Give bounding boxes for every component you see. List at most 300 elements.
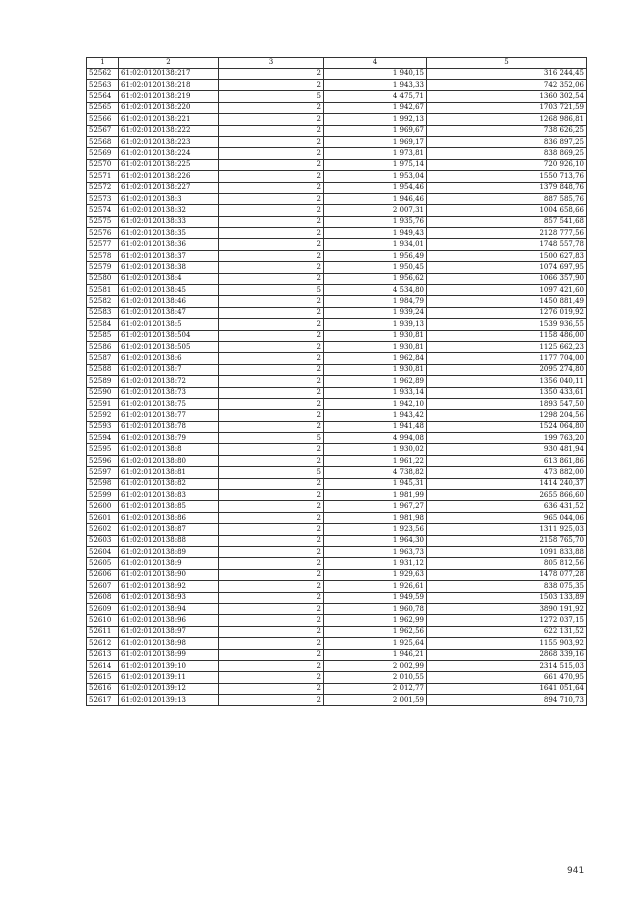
row-number-cell: 52575 [87,216,119,227]
count-cell: 2 [219,68,324,79]
cadastral-number-cell: 61:02:0120138:505 [119,341,219,352]
value-cell: 1066 357,90 [427,273,587,284]
table-row [87,262,587,273]
count-cell: 2 [219,353,324,364]
table-row [87,376,587,387]
cadastral-number-cell: 61:02:0120138:4 [119,273,219,284]
area-cell: 1 943,33 [324,79,427,90]
value-cell: 1158 486,00 [427,330,587,341]
cadastral-number-cell: 61:02:0120138:73 [119,387,219,398]
area-cell: 1 925,64 [324,638,427,649]
row-number-cell: 52581 [87,285,119,296]
table-row [87,307,587,318]
row-number-cell: 52602 [87,524,119,535]
row-number-cell: 52603 [87,535,119,546]
cadastral-number-cell: 61:02:0120138:93 [119,592,219,603]
area-cell: 1 962,56 [324,626,427,637]
table-row [87,125,587,136]
value-cell: 838 869,25 [427,148,587,159]
header-row [87,58,587,69]
area-cell: 2 002,99 [324,660,427,671]
cadastral-number-cell: 61:02:0120138:219 [119,91,219,102]
cadastral-number-cell: 61:02:0120138:81 [119,467,219,478]
area-cell: 1 930,81 [324,364,427,375]
table-row [87,649,587,660]
value-cell: 2095 274,80 [427,364,587,375]
cadastral-number-cell: 61:02:0120138:7 [119,364,219,375]
area-cell: 1 962,89 [324,376,427,387]
table-row [87,79,587,90]
cadastral-number-cell: 61:02:0120138:47 [119,307,219,318]
count-cell: 2 [219,102,324,113]
area-cell: 1 935,76 [324,216,427,227]
row-number-cell: 52596 [87,455,119,466]
value-cell: 1272 037,15 [427,615,587,626]
count-cell: 2 [219,398,324,409]
value-cell: 1550 713,76 [427,171,587,182]
table-row [87,296,587,307]
count-cell: 2 [219,182,324,193]
area-cell: 1 943,42 [324,410,427,421]
count-cell: 2 [219,592,324,603]
value-cell: 1500 627,83 [427,250,587,261]
row-number-cell: 52593 [87,421,119,432]
value-cell: 742 352,06 [427,79,587,90]
table-row [87,512,587,523]
row-number-cell: 52599 [87,490,119,501]
row-number-cell: 52588 [87,364,119,375]
value-cell: 1004 658,66 [427,205,587,216]
data-table [86,57,587,706]
table-row [87,478,587,489]
table-row [87,250,587,261]
row-number-cell: 52612 [87,638,119,649]
cadastral-number-cell: 61:02:0120138:9 [119,558,219,569]
row-number-cell: 52585 [87,330,119,341]
table-row [87,182,587,193]
count-cell: 5 [219,91,324,102]
cadastral-number-cell: 61:02:0120138:223 [119,136,219,147]
value-cell: 930 481,94 [427,444,587,455]
column-header-4: 4 [324,58,427,69]
table-row [87,455,587,466]
row-number-cell: 52572 [87,182,119,193]
column-header-1: 1 [87,58,119,69]
value-cell: 2128 777,56 [427,228,587,239]
table-row [87,490,587,501]
count-cell: 2 [219,455,324,466]
cadastral-number-cell: 61:02:0120138:8 [119,444,219,455]
count-cell: 2 [219,330,324,341]
value-cell: 1091 833,88 [427,547,587,558]
area-cell: 1 930,81 [324,330,427,341]
area-cell: 1 967,27 [324,501,427,512]
row-number-cell: 52613 [87,649,119,660]
table-row [87,68,587,79]
area-cell: 1 950,45 [324,262,427,273]
area-cell: 1 923,56 [324,524,427,535]
table-row [87,330,587,341]
column-header-5: 5 [427,58,587,69]
row-number-cell: 52562 [87,68,119,79]
row-number-cell: 52573 [87,193,119,204]
area-cell: 1 946,46 [324,193,427,204]
table-row [87,410,587,421]
area-cell: 1 931,12 [324,558,427,569]
count-cell: 2 [219,376,324,387]
cadastral-number-cell: 61:02:0120138:96 [119,615,219,626]
area-cell: 1 981,99 [324,490,427,501]
table-row [87,91,587,102]
count-cell: 2 [219,319,324,330]
row-number-cell: 52574 [87,205,119,216]
value-cell: 1356 040,11 [427,376,587,387]
row-number-cell: 52594 [87,433,119,444]
row-number-cell: 52577 [87,239,119,250]
table-row [87,683,587,694]
value-cell: 622 131,52 [427,626,587,637]
value-cell: 1177 704,00 [427,353,587,364]
row-number-cell: 52616 [87,683,119,694]
area-cell: 1 960,78 [324,603,427,614]
area-cell: 1 926,61 [324,581,427,592]
table-row [87,228,587,239]
page-number: 941 [567,866,585,876]
area-cell: 1 969,17 [324,136,427,147]
cadastral-number-cell: 61:02:0120138:86 [119,512,219,523]
cadastral-number-cell: 61:02:0120138:72 [119,376,219,387]
row-number-cell: 52609 [87,603,119,614]
table-row [87,136,587,147]
cadastral-number-cell: 61:02:0120138:218 [119,79,219,90]
row-number-cell: 52578 [87,250,119,261]
cadastral-number-cell: 61:02:0120138:83 [119,490,219,501]
row-number-cell: 52583 [87,307,119,318]
cadastral-number-cell: 61:02:0120138:224 [119,148,219,159]
area-cell: 1 939,13 [324,319,427,330]
table-row [87,353,587,364]
area-cell: 4 994,08 [324,433,427,444]
area-cell: 1 946,21 [324,649,427,660]
cadastral-number-cell: 61:02:0120138:6 [119,353,219,364]
cadastral-number-cell: 61:02:0120138:98 [119,638,219,649]
table-row [87,467,587,478]
value-cell: 805 812,56 [427,558,587,569]
table-row [87,364,587,375]
cadastral-number-cell: 61:02:0120138:46 [119,296,219,307]
area-cell: 1 963,73 [324,547,427,558]
value-cell: 1414 240,37 [427,478,587,489]
row-number-cell: 52614 [87,660,119,671]
area-cell: 1 942,67 [324,102,427,113]
value-cell: 1268 986,81 [427,114,587,125]
area-cell: 2 001,59 [324,695,427,706]
count-cell: 5 [219,433,324,444]
row-number-cell: 52600 [87,501,119,512]
row-number-cell: 52598 [87,478,119,489]
table-row [87,444,587,455]
cadastral-number-cell: 61:02:0120138:222 [119,125,219,136]
row-number-cell: 52606 [87,569,119,580]
value-cell: 613 861,86 [427,455,587,466]
area-cell: 1 969,67 [324,125,427,136]
area-cell: 1 956,49 [324,250,427,261]
count-cell: 2 [219,581,324,592]
cadastral-number-cell: 61:02:0120138:79 [119,433,219,444]
table-row [87,159,587,170]
value-cell: 894 710,73 [427,695,587,706]
cadastral-number-cell: 61:02:0120139:10 [119,660,219,671]
cadastral-number-cell: 61:02:0120138:220 [119,102,219,113]
value-cell: 1155 903,92 [427,638,587,649]
area-cell: 1 930,02 [324,444,427,455]
count-cell: 2 [219,262,324,273]
area-cell: 1 962,99 [324,615,427,626]
count-cell: 2 [219,273,324,284]
cadastral-number-cell: 61:02:0120138:77 [119,410,219,421]
value-cell: 1379 848,76 [427,182,587,193]
cadastral-number-cell: 61:02:0120138:37 [119,250,219,261]
count-cell: 2 [219,205,324,216]
table-row [87,273,587,284]
area-cell: 1 984,79 [324,296,427,307]
area-cell: 1 981,98 [324,512,427,523]
area-cell: 1 964,30 [324,535,427,546]
table-row [87,615,587,626]
count-cell: 2 [219,296,324,307]
table-row [87,319,587,330]
table-row [87,205,587,216]
table-row [87,114,587,125]
count-cell: 2 [219,216,324,227]
value-cell: 1539 936,55 [427,319,587,330]
count-cell: 2 [219,250,324,261]
value-cell: 965 044,06 [427,512,587,523]
cadastral-number-cell: 61:02:0120138:45 [119,285,219,296]
cadastral-number-cell: 61:02:0120138:88 [119,535,219,546]
cadastral-number-cell: 61:02:0120138:80 [119,455,219,466]
value-cell: 720 926,10 [427,159,587,170]
table-row [87,148,587,159]
area-cell: 1 954,46 [324,182,427,193]
table-row [87,216,587,227]
value-cell: 1276 019,92 [427,307,587,318]
area-cell: 1 973,81 [324,148,427,159]
table-row [87,102,587,113]
value-cell: 2868 339,16 [427,649,587,660]
row-number-cell: 52582 [87,296,119,307]
cadastral-number-cell: 61:02:0120138:227 [119,182,219,193]
area-cell: 1 934,01 [324,239,427,250]
table-row [87,672,587,683]
count-cell: 2 [219,193,324,204]
table-row [87,660,587,671]
value-cell: 738 626,25 [427,125,587,136]
value-cell: 636 431,52 [427,501,587,512]
count-cell: 2 [219,638,324,649]
area-cell: 1 933,14 [324,387,427,398]
area-cell: 4 738,82 [324,467,427,478]
count-cell: 2 [219,626,324,637]
cadastral-number-cell: 61:02:0120138:226 [119,171,219,182]
area-cell: 4 475,71 [324,91,427,102]
value-cell: 1074 697,95 [427,262,587,273]
count-cell: 2 [219,535,324,546]
value-cell: 1097 421,60 [427,285,587,296]
value-cell: 316 244,45 [427,68,587,79]
cadastral-number-cell: 61:02:0120138:217 [119,68,219,79]
cadastral-number-cell: 61:02:0120138:82 [119,478,219,489]
count-cell: 2 [219,444,324,455]
table-row [87,387,587,398]
count-cell: 2 [219,615,324,626]
row-number-cell: 52576 [87,228,119,239]
column-header-3: 3 [219,58,324,69]
count-cell: 2 [219,512,324,523]
cadastral-number-cell: 61:02:0120138:87 [119,524,219,535]
value-cell: 1311 925,03 [427,524,587,535]
cadastral-number-cell: 61:02:0120139:12 [119,683,219,694]
count-cell: 5 [219,285,324,296]
column-header-2: 2 [119,58,219,69]
value-cell: 1703 721,59 [427,102,587,113]
table-row [87,535,587,546]
row-number-cell: 52566 [87,114,119,125]
cadastral-number-cell: 61:02:0120138:97 [119,626,219,637]
row-number-cell: 52595 [87,444,119,455]
area-cell: 1 929,63 [324,569,427,580]
count-cell: 2 [219,478,324,489]
area-cell: 1 930,81 [324,341,427,352]
count-cell: 2 [219,558,324,569]
area-cell: 1 945,31 [324,478,427,489]
cadastral-number-cell: 61:02:0120138:75 [119,398,219,409]
cadastral-number-cell: 61:02:0120138:89 [119,547,219,558]
row-number-cell: 52571 [87,171,119,182]
cadastral-number-cell: 61:02:0120138:78 [119,421,219,432]
area-cell: 1 956,62 [324,273,427,284]
count-cell: 2 [219,603,324,614]
cadastral-number-cell: 61:02:0120138:35 [119,228,219,239]
table-row [87,398,587,409]
cadastral-number-cell: 61:02:0120138:99 [119,649,219,660]
count-cell: 2 [219,341,324,352]
value-cell: 1893 547,50 [427,398,587,409]
count-cell: 2 [219,228,324,239]
row-number-cell: 52565 [87,102,119,113]
row-number-cell: 52608 [87,592,119,603]
row-number-cell: 52591 [87,398,119,409]
table-row [87,695,587,706]
value-cell: 1298 204,56 [427,410,587,421]
count-cell: 2 [219,660,324,671]
table-row [87,638,587,649]
count-cell: 2 [219,79,324,90]
table-body [87,68,587,706]
count-cell: 2 [219,136,324,147]
value-cell: 1503 133,89 [427,592,587,603]
count-cell: 2 [219,159,324,170]
row-number-cell: 52586 [87,341,119,352]
area-cell: 2 007,31 [324,205,427,216]
value-cell: 1641 051,64 [427,683,587,694]
table-row [87,285,587,296]
value-cell: 1450 881,49 [427,296,587,307]
row-number-cell: 52615 [87,672,119,683]
value-cell: 1524 064,80 [427,421,587,432]
value-cell: 2655 866,60 [427,490,587,501]
area-cell: 4 534,80 [324,285,427,296]
count-cell: 2 [219,410,324,421]
cadastral-number-cell: 61:02:0120138:33 [119,216,219,227]
area-cell: 1 962,84 [324,353,427,364]
count-cell: 2 [219,695,324,706]
table-row [87,581,587,592]
table-row [87,547,587,558]
value-cell: 1125 662,23 [427,341,587,352]
cadastral-number-cell: 61:02:0120138:85 [119,501,219,512]
table-row [87,558,587,569]
area-cell: 1 949,43 [324,228,427,239]
area-cell: 1 949,59 [324,592,427,603]
value-cell: 3890 191,92 [427,603,587,614]
count-cell: 2 [219,171,324,182]
cadastral-number-cell: 61:02:0120138:225 [119,159,219,170]
count-cell: 2 [219,524,324,535]
area-cell: 1 975,14 [324,159,427,170]
value-cell: 1360 302,54 [427,91,587,102]
area-cell: 1 942,10 [324,398,427,409]
cadastral-number-cell: 61:02:0120139:11 [119,672,219,683]
cadastral-number-cell: 61:02:0120138:38 [119,262,219,273]
row-number-cell: 52563 [87,79,119,90]
value-cell: 473 882,00 [427,467,587,478]
value-cell: 1478 077,28 [427,569,587,580]
cadastral-number-cell: 61:02:0120138:94 [119,603,219,614]
count-cell: 2 [219,547,324,558]
area-cell: 1 939,24 [324,307,427,318]
area-cell: 2 010,55 [324,672,427,683]
area-cell: 1 940,15 [324,68,427,79]
row-number-cell: 52610 [87,615,119,626]
row-number-cell: 52580 [87,273,119,284]
row-number-cell: 52564 [87,91,119,102]
row-number-cell: 52589 [87,376,119,387]
table-row [87,569,587,580]
row-number-cell: 52590 [87,387,119,398]
count-cell: 2 [219,490,324,501]
row-number-cell: 52584 [87,319,119,330]
value-cell: 838 075,35 [427,581,587,592]
cadastral-number-cell: 61:02:0120138:504 [119,330,219,341]
row-number-cell: 52579 [87,262,119,273]
table-row [87,341,587,352]
count-cell: 2 [219,239,324,250]
area-cell: 1 992,13 [324,114,427,125]
count-cell: 2 [219,364,324,375]
table-row [87,626,587,637]
cadastral-number-cell: 61:02:0120138:3 [119,193,219,204]
row-number-cell: 52592 [87,410,119,421]
value-cell: 2158 765,70 [427,535,587,546]
count-cell: 2 [219,649,324,660]
count-cell: 2 [219,125,324,136]
count-cell: 5 [219,467,324,478]
row-number-cell: 52568 [87,136,119,147]
table-row [87,239,587,250]
value-cell: 199 763,20 [427,433,587,444]
data-sheet [86,57,586,706]
